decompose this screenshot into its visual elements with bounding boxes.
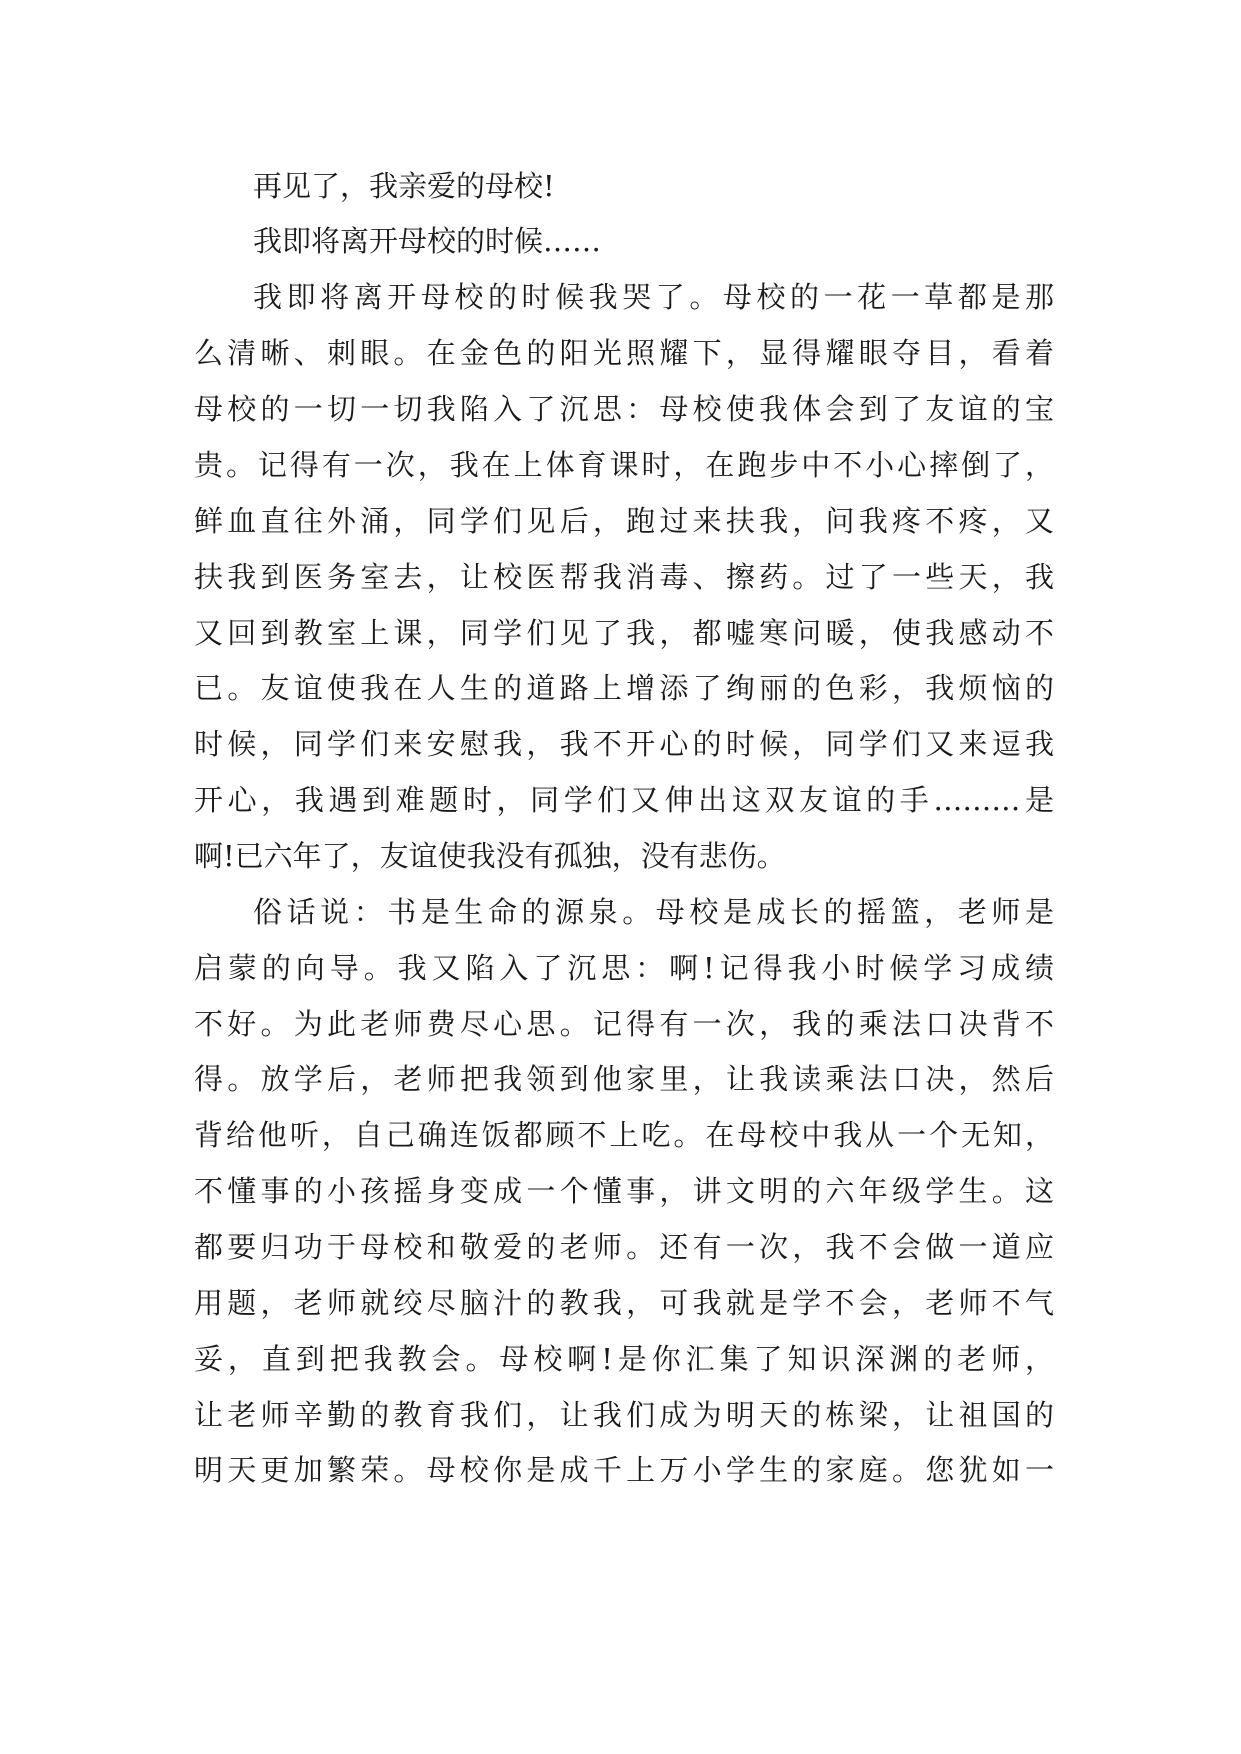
text-line: 已。友谊使我在人生的道路上增添了绚丽的色彩，我烦恼的 bbox=[194, 671, 1054, 705]
text-line: 得。放学后，老师把我领到他家里，让我读乘法口决，然后 bbox=[194, 1062, 1054, 1096]
text-line: 扶我到医务室去，让校医帮我消毒、擦药。过了一些天，我 bbox=[194, 560, 1054, 594]
text-line: 不好。为此老师费尽心思。记得有一次，我的乘法口决背不 bbox=[194, 1007, 1054, 1041]
text-line: 时候，同学们来安慰我，我不开心的时候，同学们又来逗我 bbox=[194, 727, 1054, 761]
text-line: 开心，我遇到难题时，同学们又伸出这双友谊的手………是 bbox=[194, 783, 1054, 817]
text-line: 鲜血直往外涌，同学们见后，跑过来扶我，问我疼不疼，又 bbox=[194, 504, 1054, 538]
text-line: 啊!已六年了，友谊使我没有孤独，没有悲伤。 bbox=[194, 839, 786, 873]
text-line: 都要归功于母校和敬爱的老师。还有一次，我不会做一道应 bbox=[194, 1230, 1054, 1264]
text-line: 让老师辛勤的教育我们，让我们成为明天的栋梁，让祖国的 bbox=[194, 1398, 1054, 1432]
text-line: 背给他听，自己确连饭都顾不上吃。在母校中我从一个无知， bbox=[194, 1118, 1054, 1152]
text-line: 不懂事的小孩摇身变成一个懂事，讲文明的六年级学生。这 bbox=[194, 1174, 1054, 1208]
text-line: 再见了，我亲爱的母校! bbox=[253, 169, 555, 203]
text-line: 么清晰、刺眼。在金色的阳光照耀下，显得耀眼夺目，看着 bbox=[194, 336, 1054, 370]
text-line: 启蒙的向导。我又陷入了沉思：啊!记得我小时候学习成绩 bbox=[194, 951, 1054, 985]
text-line: 又回到教室上课，同学们见了我，都嘘寒问暖，使我感动不 bbox=[194, 616, 1054, 650]
text-line: 明天更加繁荣。母校你是成千上万小学生的家庭。您犹如一 bbox=[194, 1453, 1054, 1487]
text-line: 妥，直到把我教会。母校啊!是你汇集了知识深渊的老师， bbox=[194, 1342, 1054, 1376]
text-line: 俗话说：书是生命的源泉。母校是成长的摇篮，老师是 bbox=[253, 895, 1054, 929]
text-line: 我即将离开母校的时候…… bbox=[253, 224, 602, 258]
text-line: 母校的一切一切我陷入了沉思：母校使我体会到了友谊的宝 bbox=[194, 392, 1054, 426]
text-line: 用题，老师就绞尽脑汁的教我，可我就是学不会，老师不气 bbox=[194, 1286, 1054, 1320]
text-line: 贵。记得有一次，我在上体育课时，在跑步中不小心摔倒了， bbox=[194, 448, 1054, 482]
text-line: 我即将离开母校的时候我哭了。母校的一花一草都是那 bbox=[253, 280, 1054, 314]
